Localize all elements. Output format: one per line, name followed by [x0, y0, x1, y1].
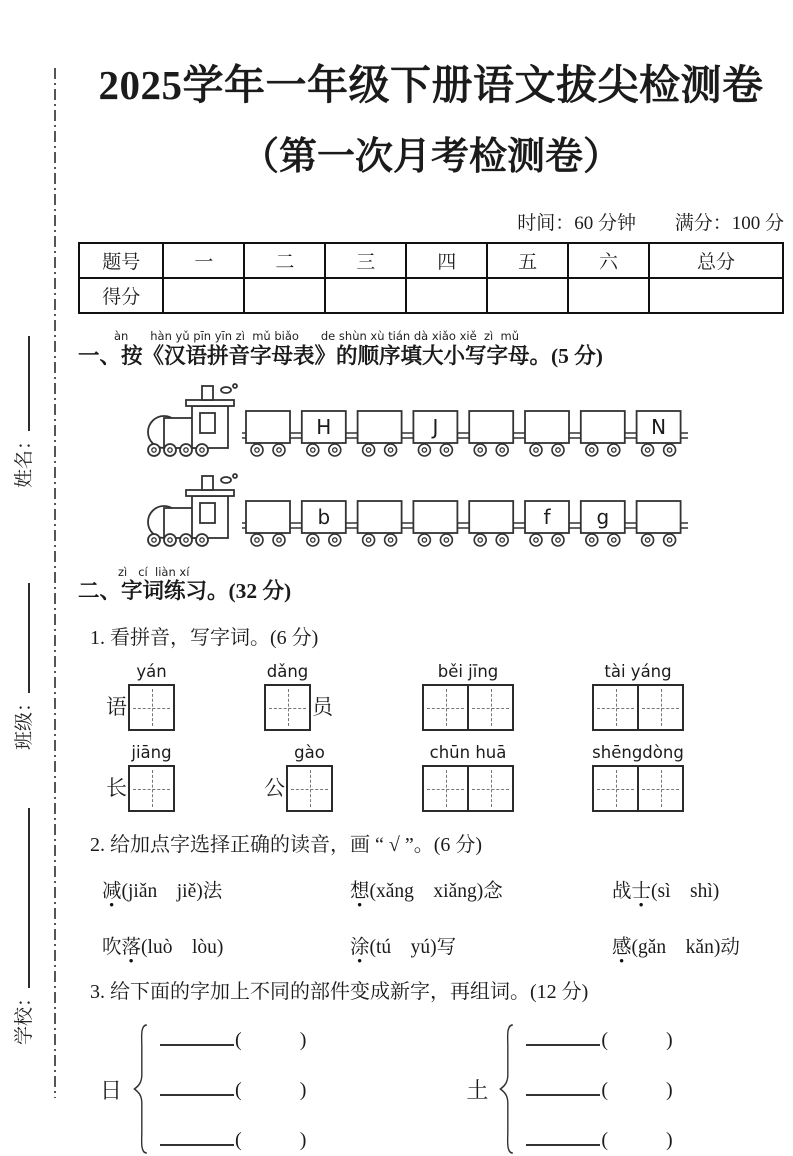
answer-line[interactable]	[526, 1077, 600, 1096]
tianzige-box[interactable]	[286, 765, 333, 812]
q2-entry	[102, 931, 350, 959]
dotted-char: 士 ●	[632, 875, 652, 903]
train-car-letter: J	[432, 414, 439, 439]
q2-entry	[102, 875, 350, 903]
section1-heading: 一、按《汉语拼音字母表》的顺序填大小写字母。(5 分)	[78, 343, 603, 368]
train-car-letter: H	[316, 414, 332, 439]
pinyin-item	[264, 662, 422, 731]
train-1	[142, 382, 698, 460]
header-cell: 二	[244, 243, 325, 278]
paren-close: )	[666, 1028, 673, 1051]
paren-open: (	[601, 1128, 609, 1151]
q3-blank-row	[160, 1077, 306, 1102]
tianzige-box[interactable]	[264, 684, 311, 731]
tianzige-box[interactable]	[128, 765, 175, 812]
q2-heading: 2. 给加点字选择正确的读音，画 “ √ ”。(6 分)	[90, 834, 483, 857]
pinyin-label: jiāng	[131, 743, 172, 763]
paren-open: (	[235, 1078, 242, 1101]
paren-open: (	[235, 1128, 242, 1151]
q1-heading: 1. 看拼音，写字词。(6 分)	[90, 627, 319, 650]
q2-entries	[78, 875, 784, 959]
given-char: 长	[106, 776, 127, 801]
given-char: 员	[312, 695, 333, 720]
pinyin-item	[592, 743, 784, 812]
answer-line[interactable]	[526, 1027, 600, 1046]
paren-open: (	[601, 1028, 609, 1051]
name-label: 姓名：	[14, 430, 35, 488]
q2-entry	[612, 931, 784, 959]
header-cell: 四	[406, 243, 487, 278]
dotted-char: 感 ●	[612, 931, 632, 959]
q3-blank-row	[526, 1127, 672, 1152]
pinyin-label: chūn huā	[429, 743, 507, 763]
plain-char: 动	[720, 937, 740, 959]
full-score-info: 满分：100 分	[674, 213, 784, 234]
q3-heading: 3. 给下面的字加上不同的部件变成新字，再组词。(12 分)	[90, 981, 589, 1004]
plain-char: 写	[436, 937, 457, 959]
pronunciation-options[interactable]: (xǎng xiǎng)	[369, 881, 484, 903]
score-cell[interactable]	[487, 278, 568, 313]
pronunciation-options[interactable]: (sì shì)	[651, 881, 720, 903]
header-cell: 题号	[79, 243, 163, 278]
plain-char: 念	[483, 881, 503, 903]
score-cell[interactable]	[163, 278, 244, 313]
q1-row-2	[78, 743, 784, 812]
train-car-box[interactable]	[525, 411, 569, 443]
brace-icon	[132, 1022, 150, 1156]
pinyin-item	[422, 662, 592, 731]
pinyin-item	[422, 743, 592, 812]
section-2	[78, 566, 784, 1156]
school-label: 学校：	[14, 987, 35, 1045]
page-title: 2025学年一年级下册语文拔尖检测卷	[98, 62, 764, 108]
page-subtitle: （第一次月考检测卷）	[240, 136, 621, 178]
train-car-letter: N	[651, 414, 667, 439]
base-char: 土	[466, 1077, 489, 1103]
given-char: 语	[106, 695, 127, 720]
q2-entry	[350, 875, 612, 903]
locomotive-icon	[148, 474, 237, 546]
tianzige-box[interactable]	[467, 684, 514, 731]
train-car-letter: b	[317, 504, 331, 529]
pinyin-label: yán	[136, 662, 167, 682]
train-car-box[interactable]	[469, 501, 513, 533]
tianzige-box[interactable]	[422, 684, 469, 731]
brace-icon	[498, 1022, 516, 1156]
section2-heading: 二、字词练习。(32 分)	[78, 579, 292, 604]
q2-entry	[350, 931, 612, 959]
q1-row-1	[78, 662, 784, 731]
exam-paper	[78, 0, 784, 1156]
header-cell: 一	[163, 243, 244, 278]
tianzige-box[interactable]	[637, 765, 684, 812]
train-car-box[interactable]	[413, 501, 457, 533]
tianzige-box[interactable]	[128, 684, 175, 731]
q2-entry	[612, 875, 784, 903]
answer-line[interactable]	[160, 1077, 234, 1096]
q3-groups	[78, 1022, 784, 1156]
q3-blank-row	[160, 1027, 306, 1052]
score-row-label: 得分	[79, 278, 163, 313]
answer-line[interactable]	[160, 1027, 234, 1046]
class-input-line[interactable]	[14, 583, 30, 693]
pinyin-item	[106, 662, 264, 731]
pronunciation-options[interactable]: (luò lòu)	[141, 937, 224, 959]
train-car-box[interactable]	[246, 411, 290, 443]
score-table-header-row	[79, 243, 783, 278]
score-cell[interactable]	[244, 278, 325, 313]
plain-char: 法	[202, 881, 223, 903]
train-car-box[interactable]	[469, 411, 513, 443]
pinyin-label: dǎng	[266, 662, 309, 682]
header-cell: 三	[325, 243, 406, 278]
score-cell[interactable]	[325, 278, 406, 313]
score-cell[interactable]	[406, 278, 487, 313]
score-table-score-row	[79, 278, 783, 313]
plain-char: 战	[612, 881, 632, 903]
plain-char: 吹	[102, 937, 122, 959]
dotted-char: 想 ●	[350, 875, 370, 903]
paren-close: )	[299, 1128, 307, 1151]
header-cell: 五	[487, 243, 568, 278]
q3-blank-row	[526, 1077, 672, 1102]
train-car-box[interactable]	[358, 411, 402, 443]
pinyin-item	[264, 743, 422, 812]
exam-meta	[78, 208, 784, 235]
header-cell: 六	[568, 243, 649, 278]
side-school-block	[9, 755, 39, 1045]
given-char: 公	[264, 776, 285, 801]
base-char: 日	[100, 1077, 123, 1103]
paren-close: )	[666, 1078, 673, 1101]
paren-open: (	[235, 1028, 242, 1051]
paren-close: )	[299, 1078, 307, 1101]
side-name-block	[9, 318, 39, 488]
paren-open: (	[601, 1078, 609, 1101]
q3-group	[466, 1022, 672, 1156]
q3-blank-row	[526, 1027, 672, 1052]
score-cell[interactable]	[649, 278, 783, 313]
pronunciation-options[interactable]: (jiǎn jiě)	[121, 881, 203, 903]
train-car-box[interactable]	[246, 501, 290, 533]
paren-close: )	[666, 1128, 673, 1151]
name-input-line[interactable]	[14, 336, 30, 431]
section1-pinyin: àn hàn yǔ pīn yīn zì mǔ biǎo de shùn xù tián dà xiǎo xiě zì mǔ	[114, 329, 520, 343]
pronunciation-options[interactable]: (tú yú)	[369, 937, 437, 959]
score-cell[interactable]	[568, 278, 649, 313]
tianzige-box[interactable]	[592, 684, 639, 731]
q3-group	[100, 1022, 306, 1156]
train-car-box[interactable]	[581, 411, 625, 443]
dotted-char: 减 ●	[102, 875, 122, 903]
class-label: 班级：	[14, 692, 35, 750]
pinyin-item	[592, 662, 784, 731]
pronunciation-options[interactable]: (gǎn kǎn)	[631, 937, 721, 959]
pinyin-label: běi jīng	[437, 662, 499, 682]
paren-close: )	[299, 1028, 307, 1051]
school-input-line[interactable]	[14, 808, 30, 988]
train-car-letter: g	[596, 504, 610, 529]
time-info: 时间：60 分钟	[517, 213, 636, 234]
pinyin-label: gào	[294, 743, 325, 763]
pinyin-item	[106, 743, 264, 812]
side-class-block	[9, 540, 39, 750]
tianzige-box[interactable]	[637, 684, 684, 731]
section2-pinyin: zì cí liàn xí	[118, 564, 190, 579]
dotted-char: 涂 ●	[350, 931, 370, 959]
seal-divider-line	[54, 68, 56, 1098]
pinyin-label: tài yáng	[604, 662, 672, 682]
locomotive-icon	[148, 384, 237, 456]
pinyin-label: shēngdòng	[592, 743, 684, 763]
train-2	[142, 472, 698, 550]
score-table	[78, 242, 784, 314]
dotted-char: 落 ●	[122, 931, 142, 959]
tianzige-box[interactable]	[592, 765, 639, 812]
answer-line[interactable]	[526, 1127, 600, 1146]
header-cell: 总分	[649, 243, 783, 278]
tianzige-box[interactable]	[422, 765, 469, 812]
tianzige-box[interactable]	[467, 765, 514, 812]
answer-line[interactable]	[160, 1127, 234, 1146]
train-car-box[interactable]	[358, 501, 402, 533]
train-car-box[interactable]	[637, 501, 681, 533]
train-car-letter: f	[543, 504, 551, 529]
section-1	[78, 330, 784, 550]
q3-blank-row	[160, 1127, 306, 1152]
